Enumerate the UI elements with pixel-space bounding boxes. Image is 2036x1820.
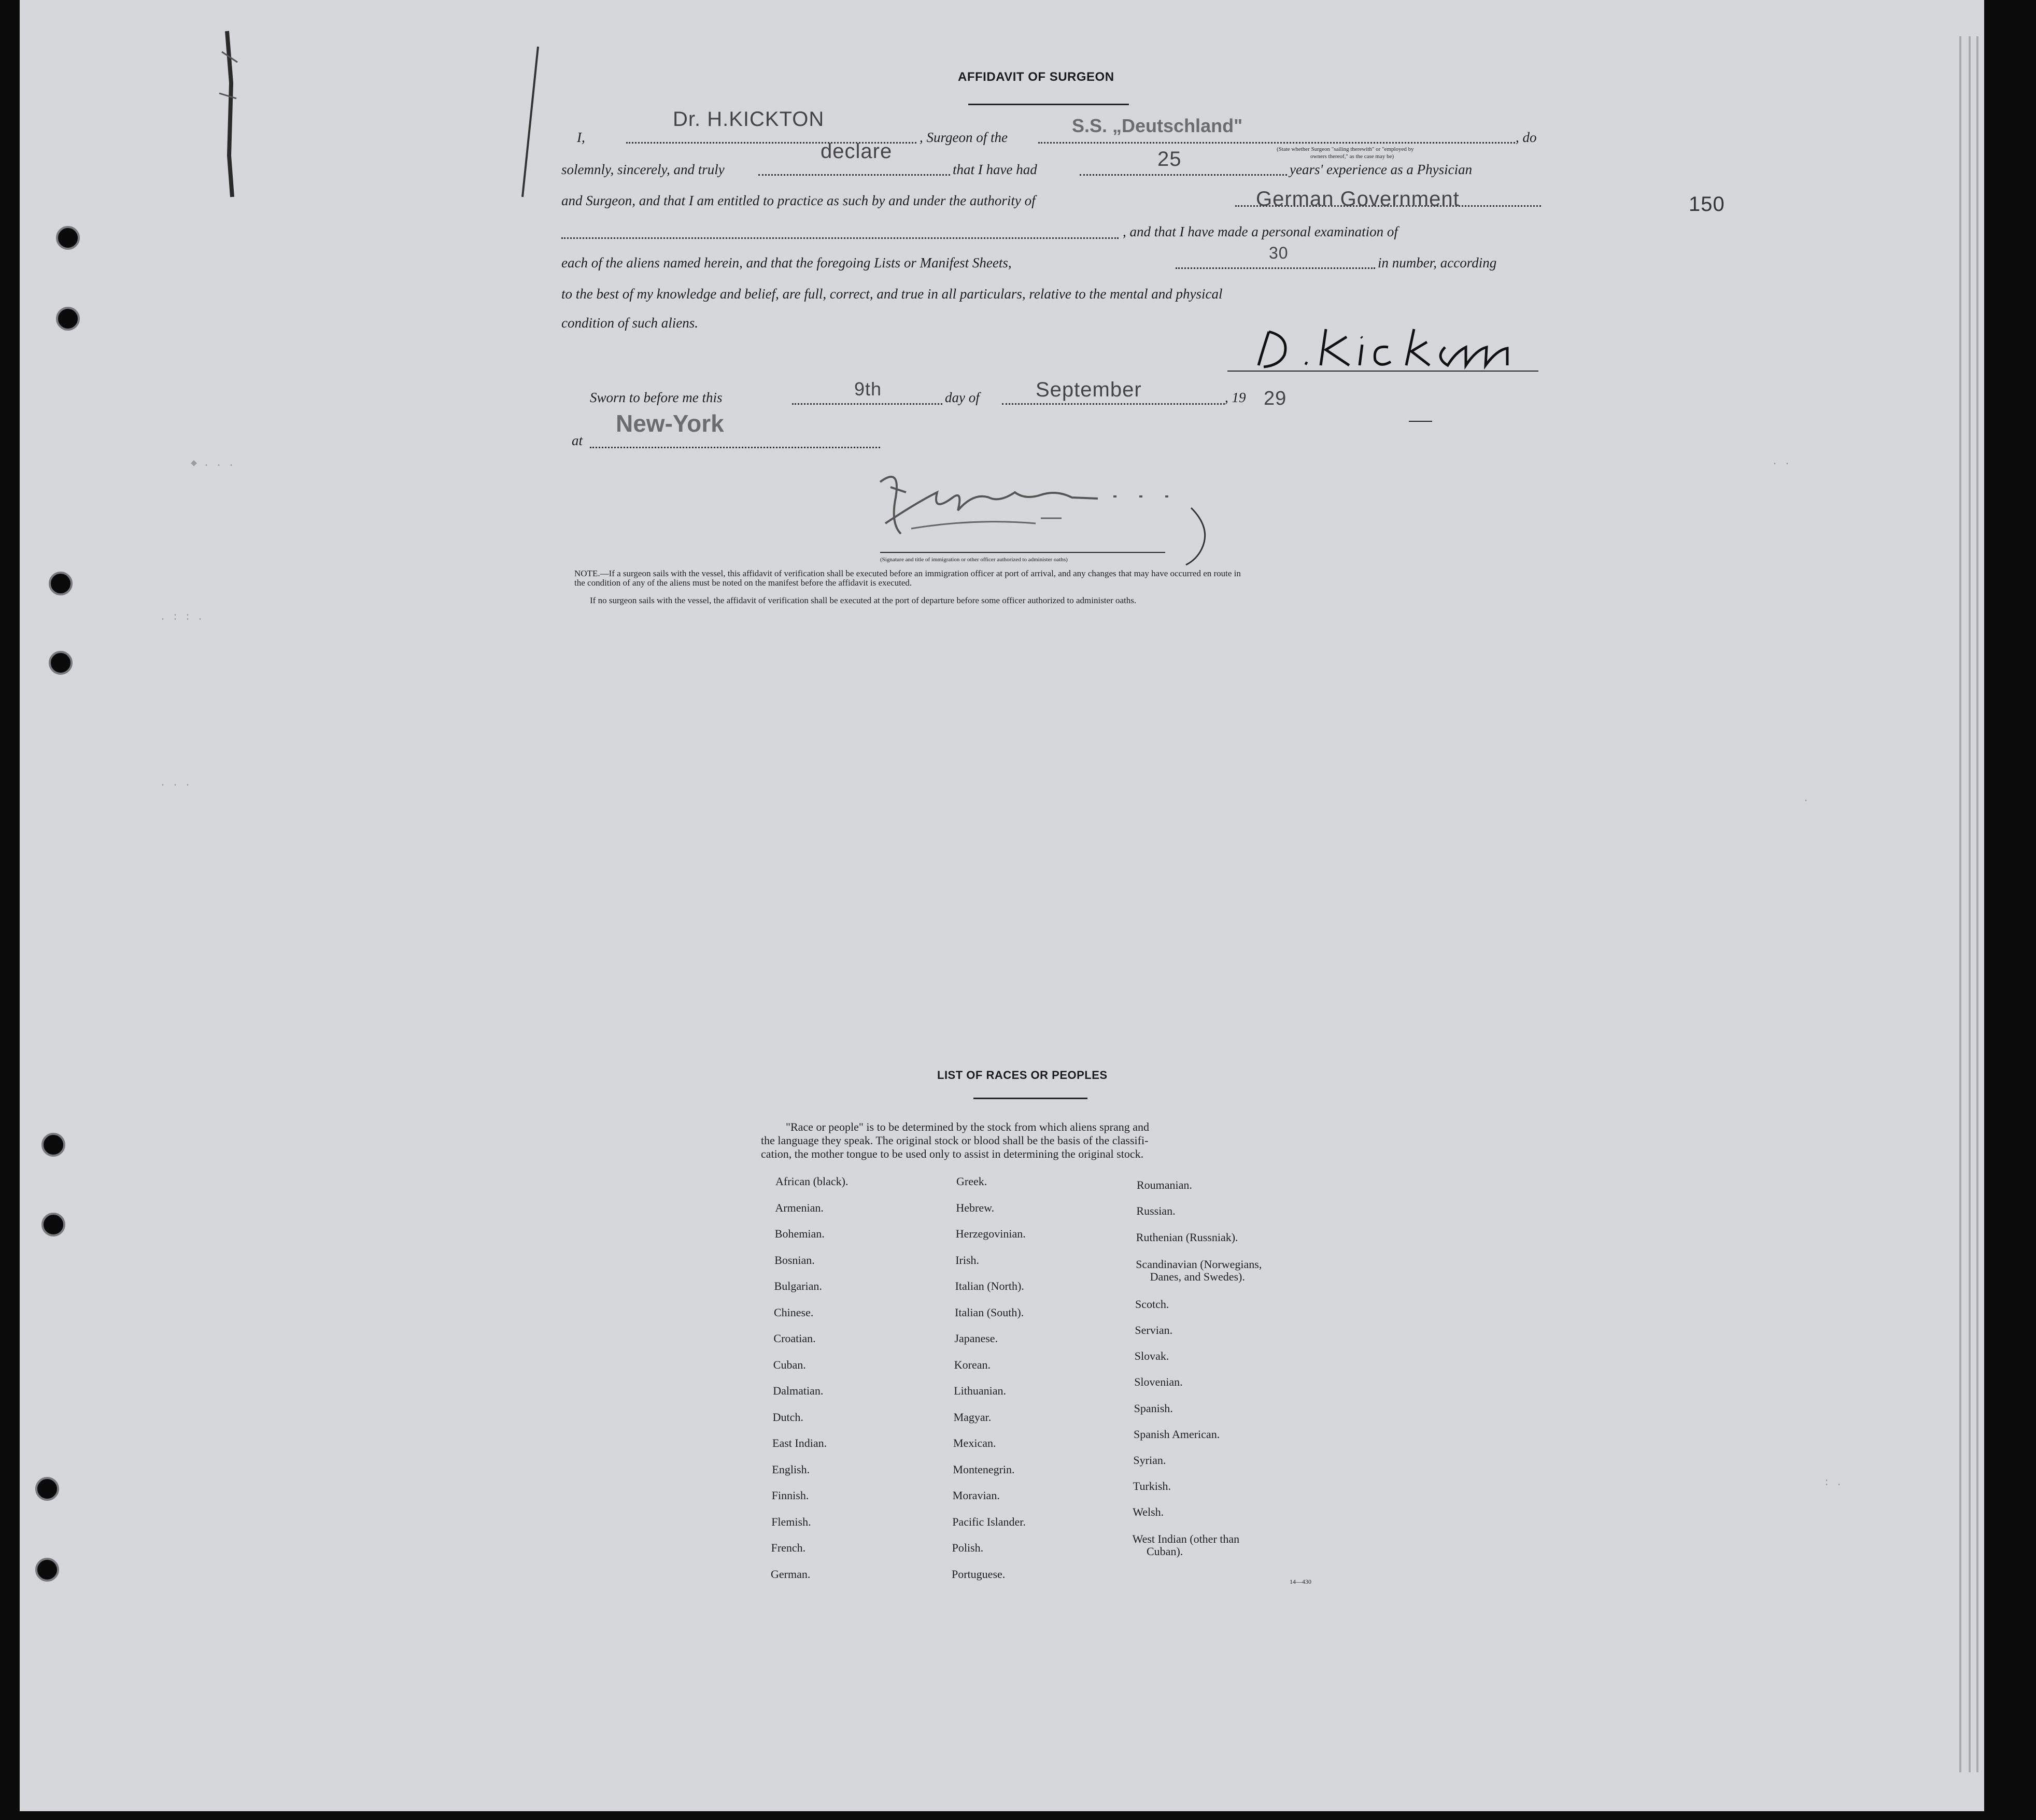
race-item: Ruthenian (Russniak). [1136, 1231, 1238, 1244]
authority-line-continued [561, 237, 1119, 239]
ink-smudge [217, 21, 248, 207]
binder-hole [41, 1213, 65, 1236]
race-item: West Indian (other than [1132, 1532, 1240, 1545]
races-title: LIST OF RACES OR PEOPLES [937, 1069, 1108, 1082]
races-intro-1: "Race or people" is to be determined by the stock from which aliens sprang and [786, 1120, 1149, 1133]
binder-hole [49, 572, 73, 595]
sheet-count: 30 [1269, 244, 1289, 262]
line2-prefix: solemnly, sincerely, and truly [561, 162, 725, 177]
surgeon-name: Dr. H.KICKTON [673, 108, 825, 131]
race-item: Welsh. [1133, 1505, 1164, 1518]
sheet-count-line [1176, 267, 1375, 269]
surgeon-signature [1248, 321, 1538, 373]
race-item: Scandinavian (Norwegians, [1136, 1258, 1262, 1271]
race-item: Spanish. [1134, 1402, 1173, 1415]
page-edge [1969, 36, 1971, 1772]
race-item: English. [772, 1462, 810, 1476]
race-item: Servian. [1135, 1324, 1173, 1336]
line4-suffix: , and that I have made a personal examination of [1123, 224, 1398, 239]
race-item: German. [771, 1567, 811, 1581]
race-item: Korean. [954, 1358, 991, 1371]
line1-suffix: , do [1516, 130, 1537, 145]
binder-hole [49, 651, 73, 675]
race-item: Pacific Islander. [952, 1515, 1026, 1528]
race-item: East Indian. [772, 1437, 827, 1449]
ship-name-line [1038, 142, 1515, 144]
declaration-line [758, 174, 950, 176]
affidavit-title: AFFIDAVIT OF SURGEON [958, 70, 1114, 84]
years-experience: 25 [1157, 148, 1182, 170]
ink-stroke [517, 41, 543, 207]
binder-hole [35, 1477, 59, 1501]
line1-note-a: (State whether Surgeon "sailing therewith" or "employed by [1277, 146, 1414, 152]
line5-suffix: in number, according [1378, 255, 1497, 271]
race-item: Lithuanian. [954, 1384, 1006, 1397]
note-line-2: the condition of any of the aliens must be noted on the manifest before the affidavit is executed. [574, 578, 912, 588]
binder-hole [56, 307, 80, 331]
race-item: Montenegrin. [953, 1462, 1015, 1476]
authority: German Government [1256, 188, 1460, 210]
race-item: Syrian. [1133, 1454, 1166, 1467]
line6: to the best of my knowledge and belief, are full, correct, and true in all particulars, relative to the mental and physical [561, 286, 1223, 302]
race-item: Polish. [952, 1541, 984, 1554]
race-item: Finnish. [771, 1489, 809, 1502]
race-item: French. [771, 1541, 806, 1554]
sworn-day-line [792, 403, 942, 405]
race-item: Cuban. [773, 1358, 806, 1371]
race-item: African (black). [775, 1175, 849, 1188]
race-item: Scotch. [1135, 1298, 1169, 1311]
races-intro-3: cation, the mother tongue to be used only to assist in determining the original stock. [761, 1147, 1144, 1160]
place-stamp: New-York [616, 410, 724, 437]
officer-signature-line [880, 552, 1165, 553]
officer-signature [870, 461, 1243, 565]
manifest-sheet: ◆ . . . . : : . . . . . . . : . AFFIDAVIT OF SURGEON 150 I, Dr. H.KICKTON , Surgeon of the S.S. „Deutschland" (State whether Surgeon "sailing therewith" or "employed by owners thereof," as the case may be) , do solemnly, sincerely, and truly declare that I have had 25 years' experience as a Physician and Surgeon, and that I am entitled to practice as such by and under the authority of German Government , and that I have made a personal examination of each of the aliens named herein, and that the foregoing Lists or Manifest Sheets, 30 in number, according to the best of my knowledge and belief, are full, correct, and true in all particulars, relative to the mental and physical condition of such aliens. Sworn to before me this 9th day of September , 19 29 New-York at (Signature and title of immigration or other officer authorized to administer oaths) NOTE.—If a surgeon sails with the vessel, this affidavit of verification shall be executed before an immigration officer at port of arrival, and any changes that may have occurred en route in the condition of any of the aliens must be noted on the manifest before the affidavit is executed. If no surgeon sails with the vessel, the affidavit of verification shall be executed at the port of departure before some officer authorized to administer oaths. LIST OF RACES OR PEOPLES "Race or people" is to be determined by the stock from which aliens sprang and the language they speak. The original stock or blood shall be the basis of the classifi- cation, the mother tongue to be used only to assist in determining the original stock. African (black). Armenian. Bohemian. Bosnian. Bulgarian. Chinese. Croatian. Cuban. Dalmatian. Dutch. East Indian. English. Finnish. Flemish. French. German. Greek. Hebrew. Herzegovinian. Irish. Italian (North). Italian (South). Japanese. Korean. Lithuanian. Magyar. Mexican. Montenegrin. Moravian. Pacific Islander. Polish. Portuguese. Roumanian. Russian. Ruthenian (Russniak). Scandinavian (Norwegians, Danes, and Swedes). Scotch. Servian. Slovak. Slovenian. Spanish. Spanish American. Syrian. Turkish. Welsh. West Indian (other than Cuban). 14—430 [20, 0, 1984, 1811]
officer-caption: (Signature and title of immigration or other officer authorized to administer oaths) [880, 557, 1068, 563]
place-line [590, 447, 880, 448]
race-item: Magyar. [953, 1410, 992, 1424]
line7: condition of such aliens. [561, 315, 698, 331]
binder-hole [35, 1558, 59, 1582]
line1-prefix: I, [577, 130, 585, 145]
sworn-month-line [1002, 403, 1225, 405]
page-edge [1959, 36, 1961, 1772]
race-item: Slovenian. [1134, 1375, 1183, 1388]
race-item: Roumanian. [1137, 1178, 1192, 1191]
line1-note-b: owners thereof," as the case may be) [1310, 153, 1394, 160]
page-edge [1976, 36, 1978, 1772]
line2-mid: that I have had [953, 162, 1037, 177]
sworn-day: 9th [854, 378, 882, 400]
line2-suffix: years' experience as a Physician [1290, 162, 1473, 177]
race-item: Mexican. [953, 1437, 996, 1449]
sworn-year-prefix: , 19 [1225, 390, 1246, 405]
race-item: Bohemian. [774, 1227, 825, 1240]
race-item: Irish. [955, 1253, 980, 1267]
sworn-month: September [1036, 378, 1142, 401]
race-item: Hebrew. [956, 1201, 995, 1214]
race-item: Italian (South). [955, 1305, 1024, 1319]
sworn-prefix: Sworn to before me this [590, 390, 723, 405]
race-item: Russian. [1136, 1204, 1176, 1217]
title-underline [968, 104, 1129, 105]
race-item: Dalmatian. [773, 1384, 824, 1397]
race-item: Japanese. [954, 1332, 998, 1345]
race-item: Danes, and Swedes). [1150, 1270, 1245, 1283]
declaration-word: declare [821, 140, 893, 163]
ship-name-stamp: S.S. „Deutschland" [1072, 115, 1243, 136]
race-item: Chinese. [774, 1305, 814, 1319]
race-item: Bulgarian. [774, 1279, 822, 1292]
note-line-1: NOTE.—If a surgeon sails with the vessel, this affidavit of verification shall be executed before an immigration officer at port of arrival, and any changes that may have occurred en route in [574, 568, 1241, 578]
race-item: Spanish American. [1134, 1428, 1220, 1441]
sworn-day-of: day of [945, 390, 980, 405]
race-item: Moravian. [952, 1489, 1000, 1502]
race-item: Slovak. [1134, 1349, 1169, 1362]
race-item: Armenian. [775, 1201, 824, 1214]
form-number: 14—430 [1290, 1578, 1311, 1585]
race-item: Italian (North). [955, 1279, 1024, 1292]
at-label: at [572, 433, 583, 448]
page-number: 150 [1689, 193, 1725, 216]
signature-line [1227, 371, 1538, 372]
race-item: Flemish. [771, 1515, 811, 1528]
race-item: Dutch. [772, 1410, 803, 1424]
race-item: Turkish. [1133, 1480, 1171, 1492]
line3-prefix: and Surgeon, and that I am entitled to practice as such by and under the authority of [561, 193, 1036, 208]
binder-hole [56, 226, 80, 250]
note-line-3: If no surgeon sails with the vessel, the affidavit of verification shall be executed at the port of departure before some officer authorized to administer oaths. [590, 595, 1137, 605]
race-item: Portuguese. [952, 1567, 1006, 1581]
line1-mid: , Surgeon of the [920, 130, 1008, 145]
race-item: Herzegovinian. [955, 1227, 1026, 1240]
years-line [1080, 174, 1287, 176]
race-item: Greek. [956, 1175, 987, 1188]
dash-mark [1409, 421, 1432, 422]
race-item: Bosnian. [774, 1253, 815, 1267]
race-item: Cuban). [1147, 1545, 1183, 1558]
races-underline [973, 1098, 1087, 1099]
races-intro-2: the language they speak. The original stock or blood shall be the basis of the classifi- [761, 1134, 1149, 1147]
line5-prefix: each of the aliens named herein, and that the foregoing Lists or Manifest Sheets, [561, 255, 1012, 271]
sworn-year: 29 [1264, 388, 1287, 409]
race-item: Croatian. [773, 1332, 816, 1345]
binder-hole [41, 1133, 65, 1157]
